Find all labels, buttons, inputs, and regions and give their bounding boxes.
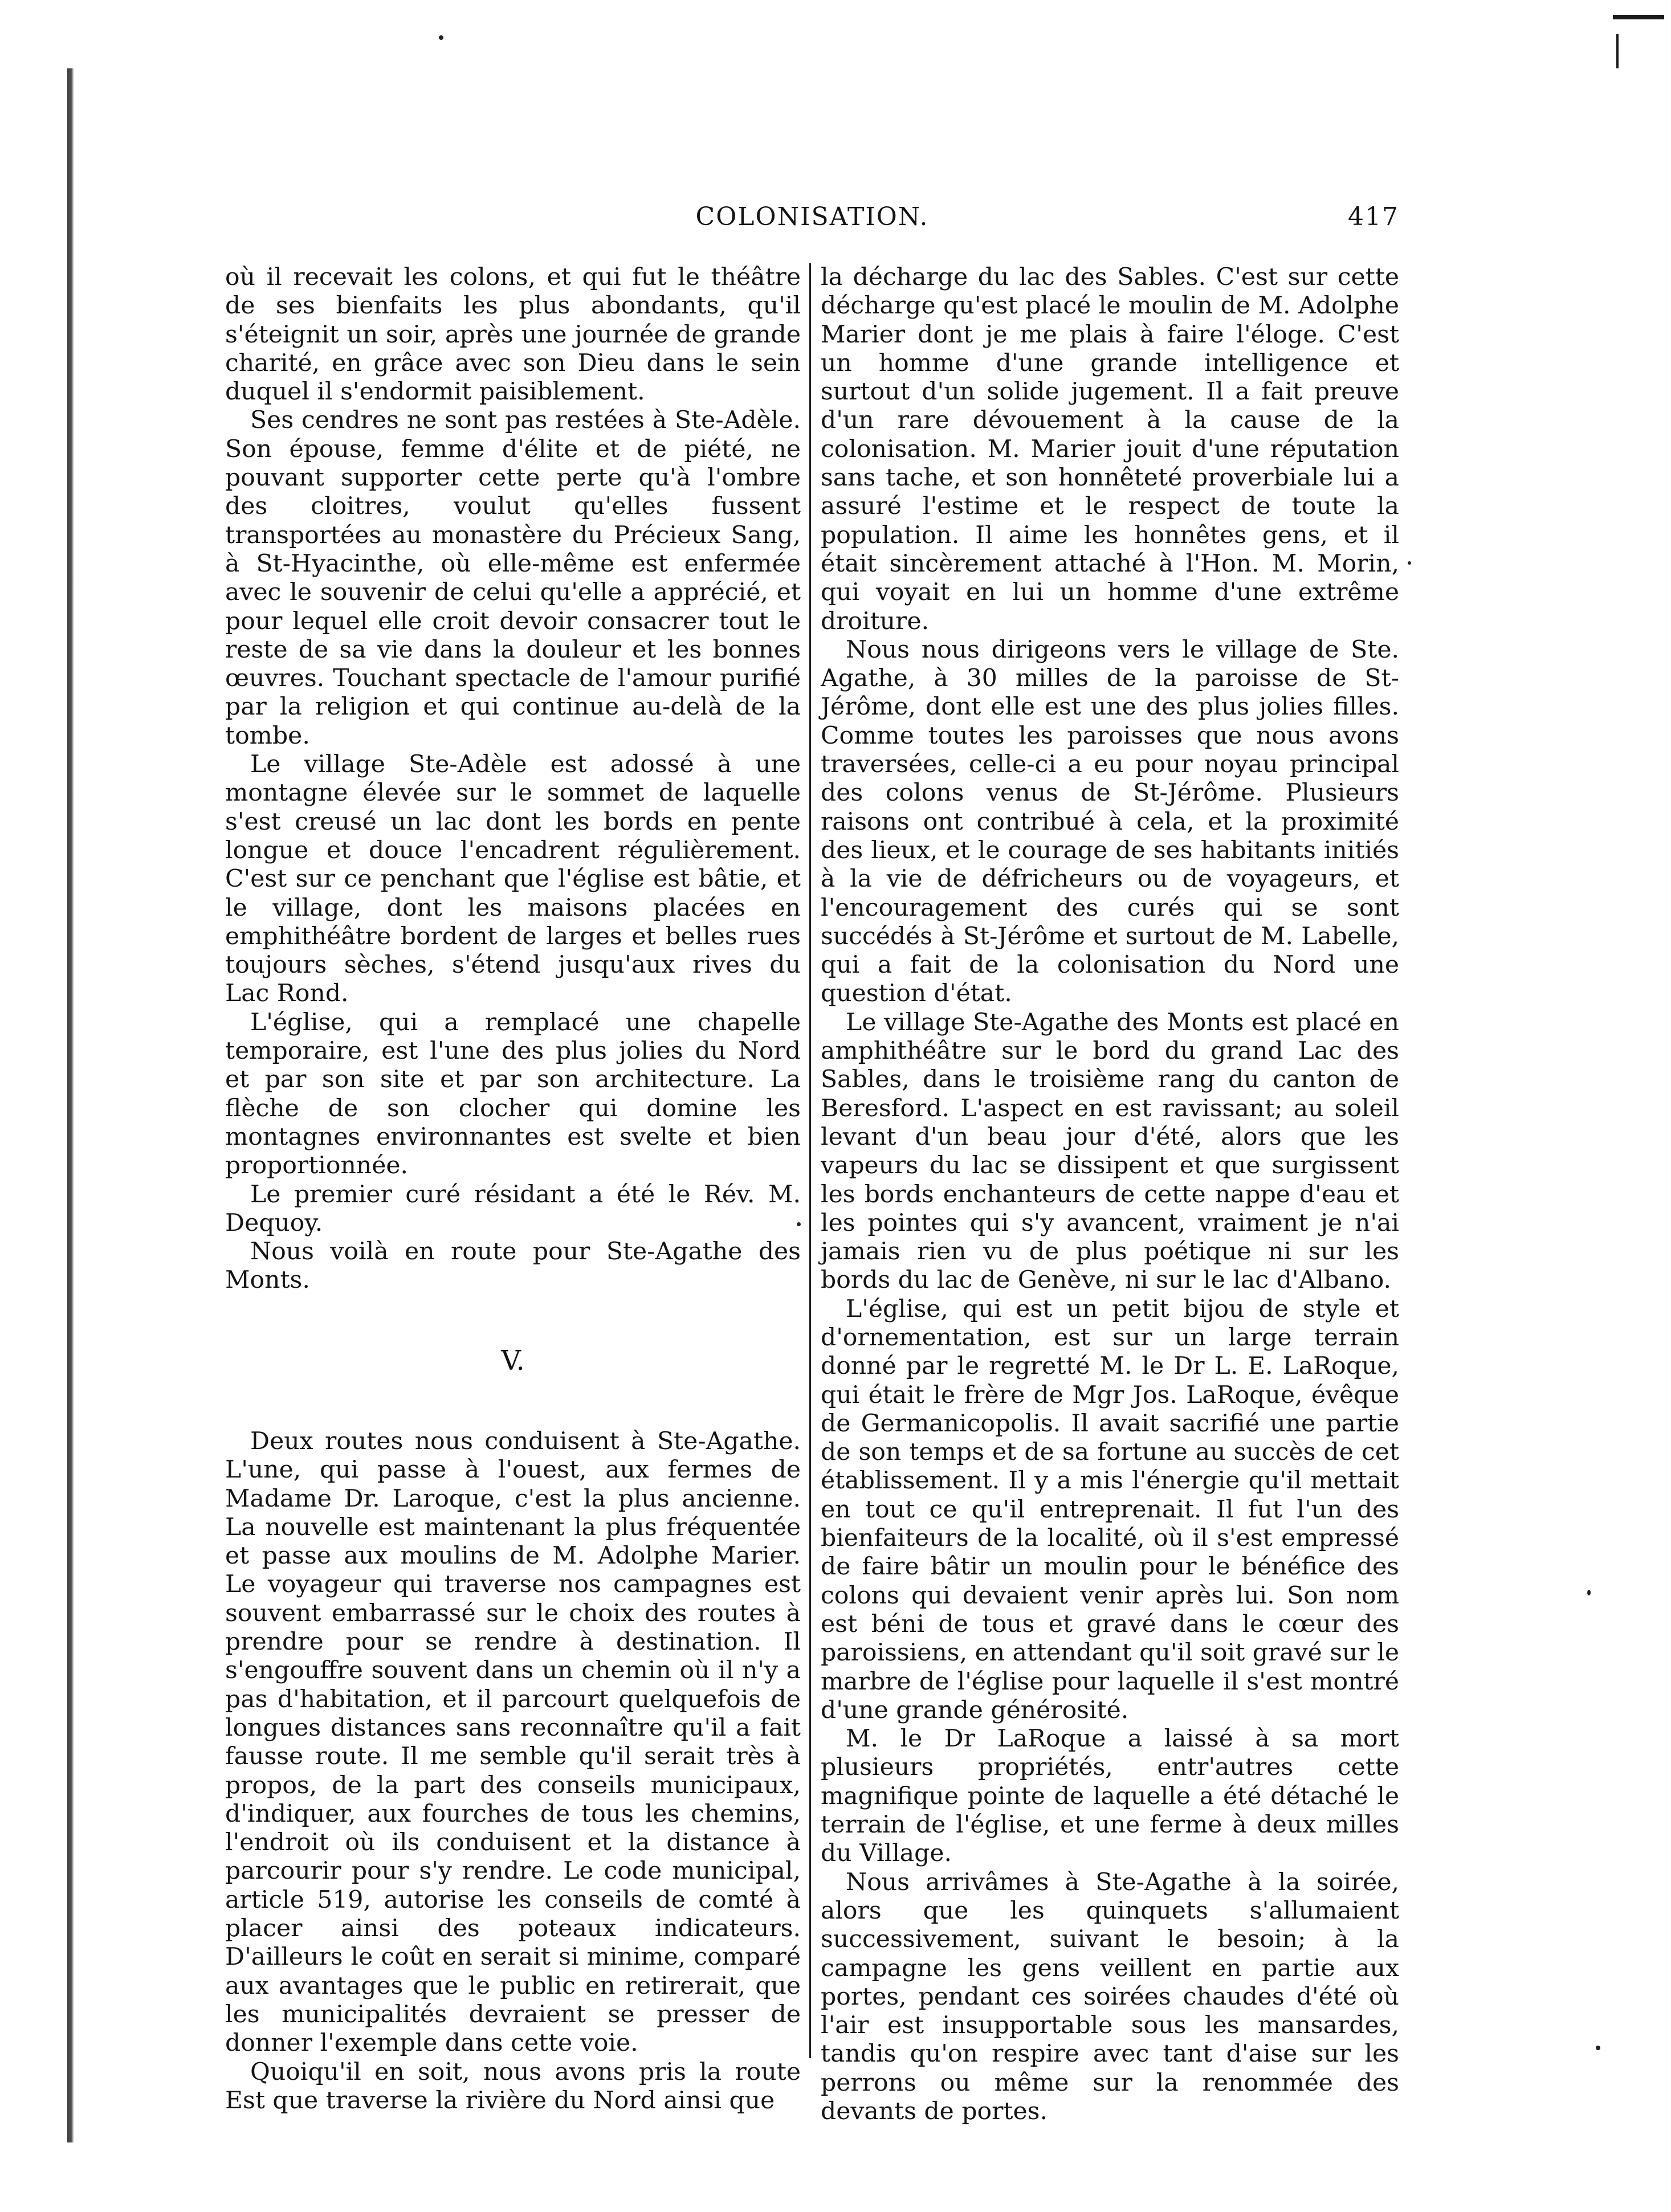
paragraph: Nous nous dirigeons vers le village de Ste. Agathe, à 30 milles de la paroisse de St-Jérôme, dont elle est une des plus jolies filles. Comme toutes les paroisses que nous avons traversées, celle-ci a eu pour noyau principal des colons venus de St-Jérôme. Plusieurs raisons ont contribué à cela, et la proximité des lieux, et le courage de ses habitants initiés à la vie de défricheurs ou de voyageurs, et l'encouragement des curés qui se sont succédés à St-Jérôme et surtout de M. Labelle, qui a fait de la colonisation du Nord une question d'état. — [821, 635, 1399, 1008]
paragraph: M. le Dr LaRoque a laissé à sa mort plusieurs propriétés, entr'autres cette magnifique pointe de laquelle a été détaché le terrain de l'église, et une ferme à deux milles du Village. — [821, 1725, 1399, 1868]
paragraph: Quoiqu'il en soit, nous avons pris la route Est que traverse la rivière du Nord ainsi que — [225, 2058, 801, 2115]
scan-mark-tick — [1616, 34, 1619, 68]
left-column — [225, 263, 801, 2115]
section-heading: V. — [501, 1344, 525, 1377]
scan-speck — [1596, 2046, 1600, 2050]
paragraph: Ses cendres ne sont pas restées à Ste-Adèle. Son épouse, femme d'élite et de piété, ne pouvant supporter cette perte qu'à l'ombre des cloitres, voulut qu'elles fussent transportées au monastère du Précieux Sang, à St-Hyacinthe, où elle-même est enfermée avec le souvenir de celui qu'elle a apprécié, et pour lequel elle croit devoir consacrer tout le reste de sa vie dans la douleur et les bonnes œuvres. Touchant spectacle de l'amour purifié par la religion et qui continue au-delà de la tombe. — [225, 406, 801, 750]
scan-speck — [1408, 561, 1411, 565]
column-rule — [809, 263, 811, 2058]
paragraph: Deux routes nous conduisent à Ste-Agathe. L'une, qui passe à l'ouest, aux fermes de Madame Dr. Laroque, c'est la plus ancienne. La nouvelle est maintenant la plus fréquentée et passe aux moulins de M. Adolphe Marier. Le voyageur qui traverse nos campagnes est souvent embarrassé sur le choix des routes à prendre pour se rendre à destination. Il s'engouffre souvent dans un chemin où il n'y a pas d'habitation, et il parcourt quelquefois de longues distances sans reconnaître qu'il a fait fausse route. Il me semble qu'il serait très à propos, de la part des conseils municipaux, d'indiquer, aux fourches de tous les chemins, l'endroit où ils conduisent et la distance à parcourir pour s'y rendre. Le code municipal, article 519, autorise les conseils de comté à placer ainsi des poteaux indicateurs. D'ailleurs le coût en serait si minime, comparé aux avantages que le public en retirerait, que les municipalités devraient se presser de donner l'exemple dans cette voie. — [225, 1427, 801, 2058]
paragraph: Le premier curé résidant a été le Rév. M. Dequoy. — [225, 1180, 801, 1237]
paragraph: la décharge du lac des Sables. C'est sur cette décharge qu'est placé le moulin de M. Adolphe Marier dont je me plais à faire l'éloge. C'est un homme d'une grande intelligence et surtout d'un solide jugement. Il a fait preuve d'un rare dévouement à la cause de la colonisation. M. Marier jouit d'une réputation sans tache, et son honnêteté proverbiale lui a assuré l'estime et le respect de toute la population. Il aime les honnêtes gens, et il était sincèrement attaché à l'Hon. M. Morin, qui voyait en lui un homme d'une extrême droiture. — [821, 263, 1399, 635]
paragraph: Le village Ste-Adèle est adossé à une montagne élevée sur le sommet de laquelle s'est creusé un lac dont les bords en pente longue et douce l'encadrent régulièrement. C'est sur ce penchant que l'église est bâtie, et le village, dont les maisons placées en emphithéâtre bordent de larges et belles rues toujours sèches, s'étend jusqu'aux rives du Lac Rond. — [225, 750, 801, 1008]
page-header — [225, 202, 1399, 236]
paragraph: Nous voilà en route pour Ste-Agathe des Monts. — [225, 1238, 801, 1295]
scan-speck — [1587, 1590, 1591, 1595]
scan-mark-bar — [1613, 15, 1664, 19]
scan-edge-mark — [1603, 0, 1671, 91]
right-column — [821, 263, 1399, 2126]
paragraph: Le village Ste-Agathe des Monts est placé en amphithéâtre sur le bord du grand Lac des Sables, dans le troisième rang du canton de Beresford. L'aspect en est ravissant; au soleil levant d'un beau jour d'été, alors que les vapeurs du lac se dissipent et que surgissent les bords enchanteurs de cette nappe d'eau et les pointes qui s'y avancent, vraiment je n'ai jamais rien vu de plus poétique ni sur les bords du lac de Genève, ni sur le lac d'Albano. — [821, 1008, 1399, 1295]
scan-speck — [797, 1222, 801, 1226]
scan-edge-shadow — [67, 68, 74, 2142]
page-number: 417 — [1348, 202, 1399, 231]
paragraph: L'église, qui a remplacé une chapelle temporaire, est l'une des plus jolies du Nord et par son site et par son architecture. La flèche de son clocher qui domine les montagnes environnantes est svelte et bien proportionnée. — [225, 1008, 801, 1180]
paragraph: Nous arrivâmes à Ste-Agathe à la soirée, alors que les quinquets s'allumaient successivement, suivant le besoin; à la campagne les gens veillent en partie aux portes, pendant ces soirées chaudes d'été où l'air est insupportable sous les mansardes, tandis qu'on respire avec tant d'aise sur les perrons ou même sur la renommée des devants de portes. — [821, 1868, 1399, 2125]
paragraph: L'église, qui est un petit bijou de style et d'ornementation, est sur un large terrain donné par le regretté M. le Dr L. E. LaRoque, qui était le frère de Mgr Jos. LaRoque, évêque de Germanicopolis. Il avait sacrifié une partie de son temps et de sa fortune au succès de cet établissement. Il y a mis l'énergie qu'il mettait en tout ce qu'il entreprenait. Il fut l'un des bienfaiteurs de la localité, où il s'est empressé de faire bâtir un moulin pour le bénéfice des colons qui devaient venir après lui. Son nom est béni de tous et gravé dans le cœur des paroissiens, en attendant qu'il soit gravé sur le marbre de l'église pour laquelle il s'est montré d'une grande générosité. — [821, 1295, 1399, 1724]
scan-speck — [439, 35, 443, 40]
running-title: COLONISATION. — [695, 202, 929, 231]
paragraph: où il recevait les colons, et qui fut le théâtre de ses bienfaits les plus abondants, qu'il s'éteignit un soir, après une journée de grande charité, en grâce avec son Dieu dans le sein duquel il s'endormit paisiblement. — [225, 263, 801, 406]
